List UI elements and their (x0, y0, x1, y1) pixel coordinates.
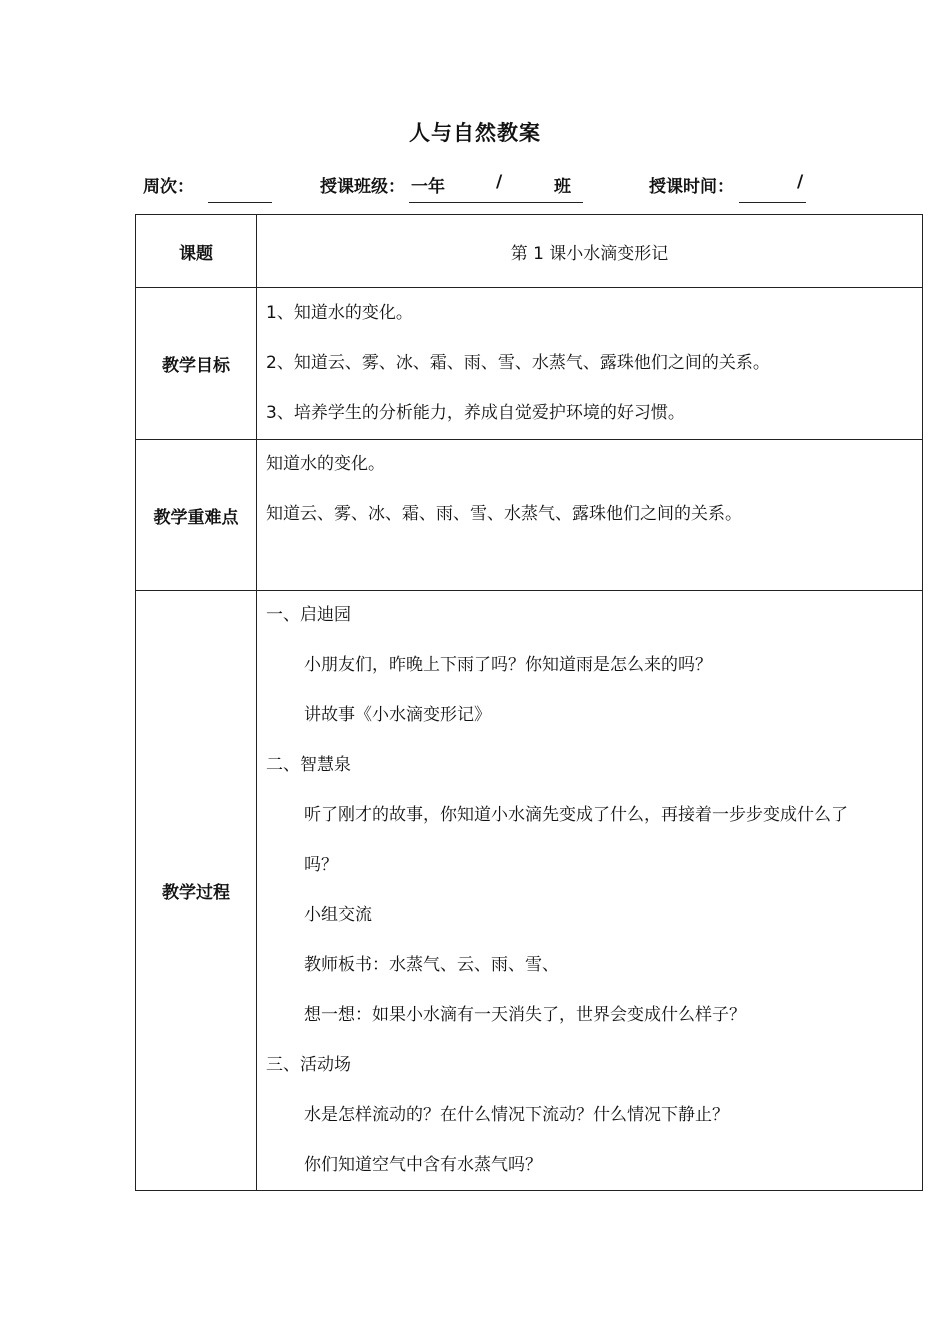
time-underline (739, 202, 806, 203)
class-grade: 一年 (411, 177, 445, 197)
time-slash: / (797, 172, 804, 192)
process-line: 教师板书：水蒸气、云、雨、雪、 (304, 955, 559, 975)
process-line: 水是怎样流动的？在什么情况下流动？什么情况下静止？ (304, 1105, 729, 1125)
process-cell (257, 591, 923, 1191)
lesson-plan-table (135, 214, 923, 1191)
document-title: 人与自然教案 (409, 121, 541, 145)
process-line: 三、活动场 (266, 1055, 351, 1075)
topic-row (136, 215, 923, 288)
goal-line: 2、知道云、雾、冰、霜、雨、雪、水蒸气、露珠他们之间的关系。 (266, 353, 770, 373)
topic-value: 第 1 课小水滴变形记 (257, 215, 923, 288)
goals-cell (257, 288, 923, 440)
process-line: 小朋友们，昨晚上下雨了吗？你知道雨是怎么来的吗？ (304, 655, 712, 675)
goals-label: 教学目标 (136, 288, 257, 440)
time-label: 授课时间： (649, 177, 734, 197)
class-slash: / (496, 172, 503, 192)
process-line: 二、智慧泉 (266, 755, 351, 775)
class-label: 授课班级： (320, 177, 405, 197)
keypoints-row (136, 440, 923, 591)
week-underline (208, 202, 272, 203)
process-line: 一、启迪园 (266, 605, 351, 625)
process-line: 吗？ (304, 855, 338, 875)
process-line: 讲故事《小水滴变形记》 (304, 705, 491, 725)
goal-line: 3、培养学生的分析能力，养成自觉爱护环境的好习惯。 (266, 403, 685, 423)
week-label: 周次： (143, 177, 194, 197)
process-line: 听了刚才的故事，你知道小水滴先变成了什么，再接着一步步变成什么了 (304, 805, 848, 825)
keypoints-cell (257, 440, 923, 591)
process-row (136, 591, 923, 1191)
class-suffix: 班 (554, 177, 571, 197)
process-line: 想一想：如果小水滴有一天消失了，世界会变成什么样子？ (304, 1005, 746, 1025)
process-line: 你们知道空气中含有水蒸气吗？ (304, 1155, 542, 1175)
process-line: 小组交流 (304, 905, 372, 925)
keypoints-label: 教学重难点 (136, 440, 257, 591)
topic-label: 课题 (136, 215, 257, 288)
class-underline (409, 202, 583, 203)
keypoint-line: 知道水的变化。 (266, 454, 385, 474)
goals-row (136, 288, 923, 440)
keypoint-line: 知道云、雾、冰、霜、雨、雪、水蒸气、露珠他们之间的关系。 (266, 504, 742, 524)
process-label: 教学过程 (136, 591, 257, 1191)
goal-line: 1、知道水的变化。 (266, 303, 413, 323)
